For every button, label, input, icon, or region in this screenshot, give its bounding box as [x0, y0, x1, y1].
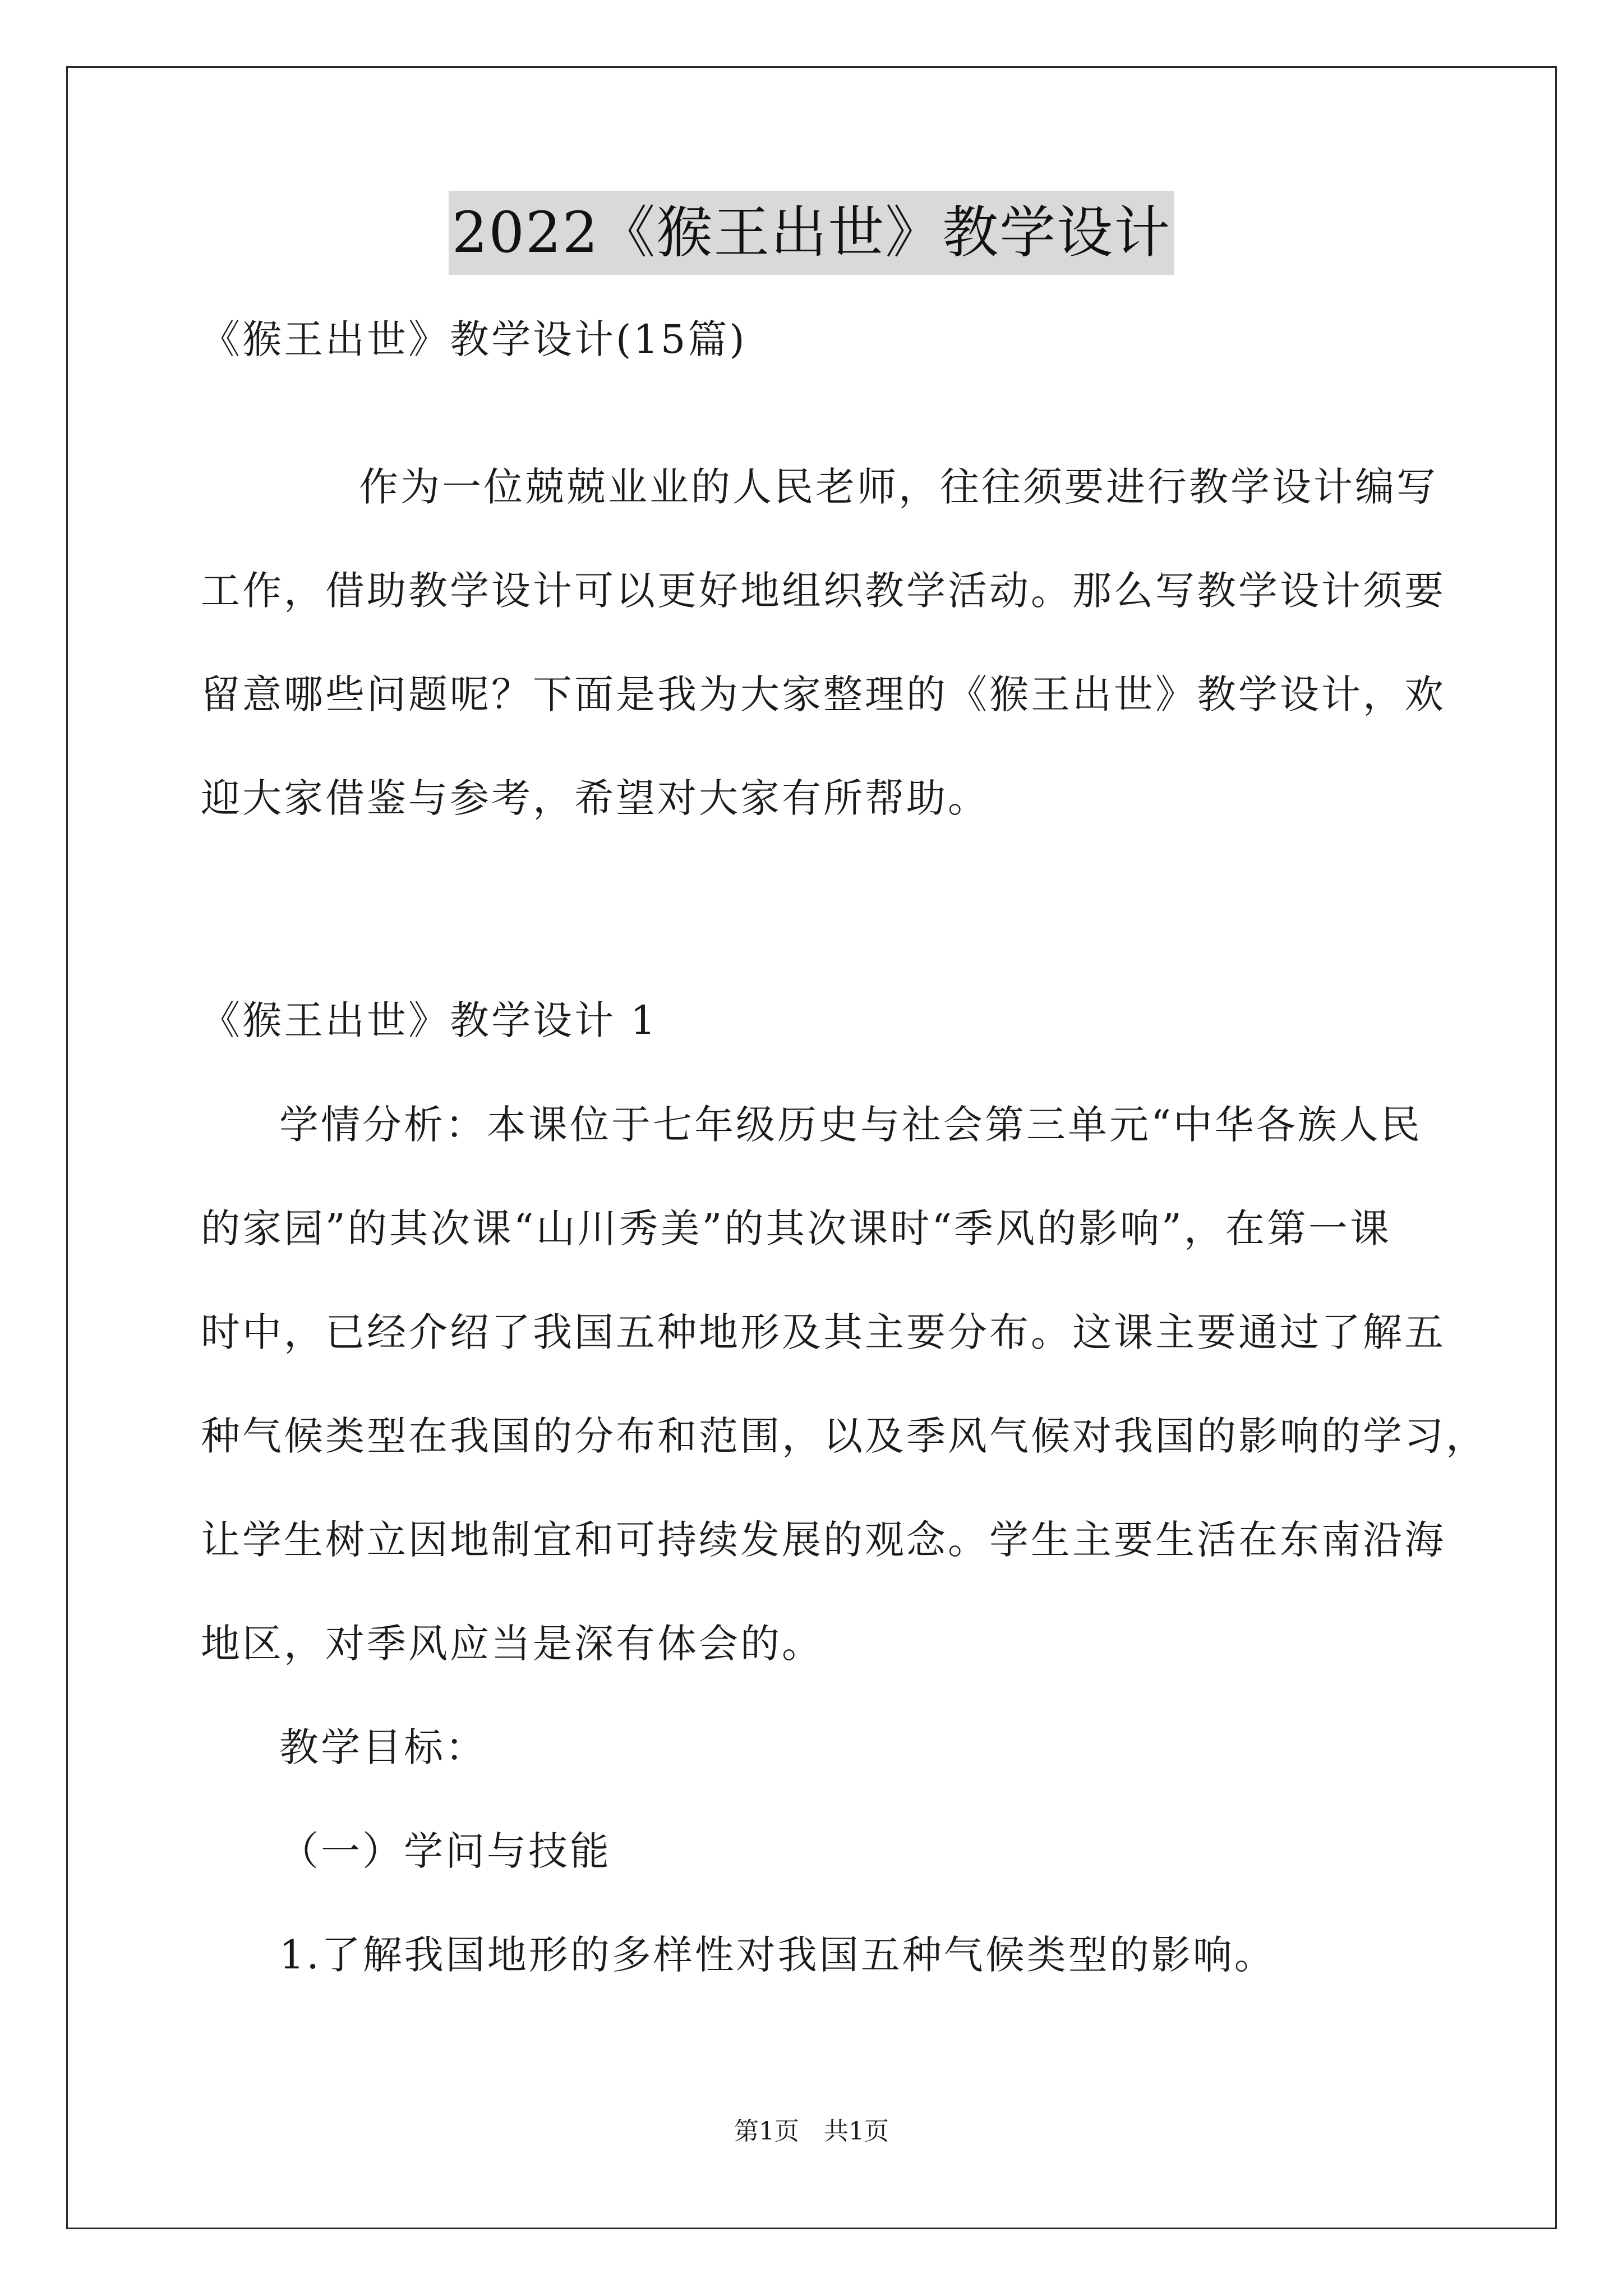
intro-line-3: 留意哪些问题呢？下面是我为大家整理的《猴王出世》教学设计，欢: [201, 671, 1446, 717]
goals-subheading: （一）学问与技能: [279, 1828, 611, 1874]
analysis-line-5: 让学生树立因地制宜和可持续发展的观念。学生主要生活在东南沿海: [201, 1517, 1446, 1563]
section-heading: 《猴王出世》教学设计 1: [201, 997, 658, 1043]
analysis-line-4: 种气候类型在我国的分布和范围，以及季风气候对我国的影响的学习，: [201, 1413, 1487, 1459]
page-number: 第1页 共1页: [734, 2117, 889, 2146]
title-container: [0, 191, 1623, 275]
intro-line-4: 迎大家借鉴与参考，希望对大家有所帮助。: [201, 775, 989, 821]
document-subtitle: 《猴王出世》教学设计(15篇): [201, 316, 747, 362]
analysis-line-1: 学情分析：本课位于七年级历史与社会第三单元“中华各族人民: [279, 1102, 1422, 1148]
analysis-line-2: 的家园”的其次课“山川秀美”的其次课时“季风的影响”，在第一课: [201, 1205, 1391, 1251]
goal-item-1: 1.了解我国地形的多样性对我国五种气候类型的影响。: [279, 1932, 1276, 1978]
analysis-line-6: 地区，对季风应当是深有体会的。: [201, 1621, 823, 1667]
analysis-line-3: 时中，已经介绍了我国五种地形及其主要分布。这课主要通过了解五: [201, 1309, 1446, 1355]
document-title: 2022《猴王出世》教学设计: [449, 191, 1175, 275]
intro-line-2: 工作，借助教学设计可以更好地组织教学活动。那么写教学设计须要: [201, 568, 1446, 614]
intro-line-1: 作为一位兢兢业业的人民老师，往往须要进行教学设计编写: [359, 464, 1438, 510]
goals-heading: 教学目标：: [279, 1724, 487, 1770]
